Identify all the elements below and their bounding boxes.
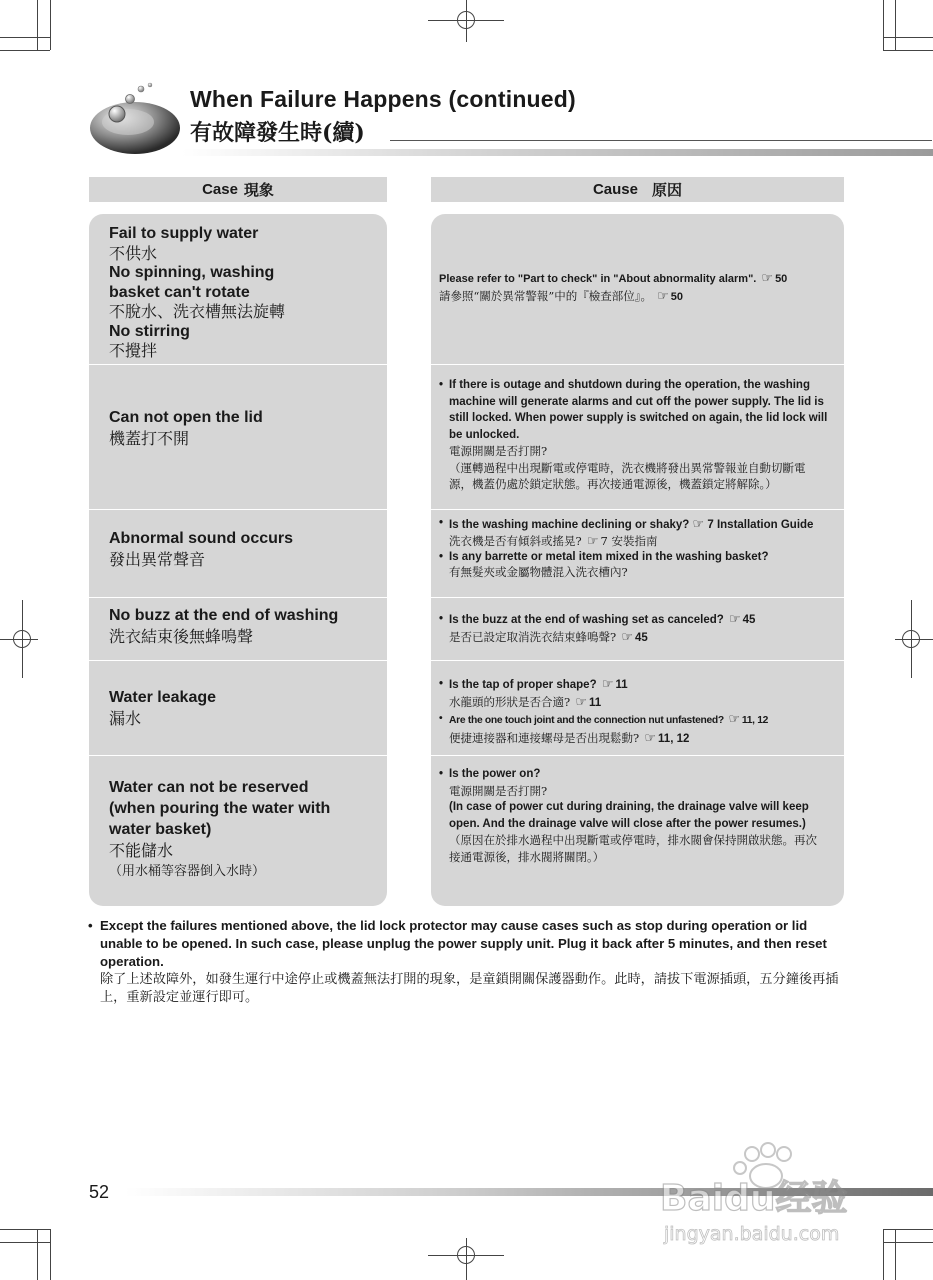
cause-bullet: • Is any barrette or metal item mixed in the washing basket? xyxy=(439,550,828,565)
cause-text: Is the buzz at the end of washing set as canceled? xyxy=(449,614,724,626)
cause-bullet: • Is the power on? xyxy=(439,766,828,783)
cause-cell-1 xyxy=(439,270,828,305)
page-ref: 45 xyxy=(742,614,756,626)
crop-mark xyxy=(37,0,38,50)
pointing-hand-icon: ☞ xyxy=(729,611,741,626)
crop-mark xyxy=(883,0,884,50)
pointing-hand-icon: ☞ xyxy=(761,270,774,285)
page-ref: 11 xyxy=(615,679,628,691)
case-cell-1 xyxy=(109,224,377,361)
pointing-hand-icon: ☞ xyxy=(601,676,614,691)
pointing-hand-icon: ☞ xyxy=(621,628,634,644)
row-divider xyxy=(431,509,844,510)
cause-cell-3 xyxy=(439,516,828,580)
watermark-brand: Baidu经验 xyxy=(660,1178,848,1219)
cause-bullet xyxy=(439,611,828,629)
crop-mark xyxy=(895,1229,896,1280)
registration-circle xyxy=(13,630,31,648)
cause-column-header xyxy=(431,177,844,202)
case-cell-6 xyxy=(109,777,377,882)
case-panel xyxy=(89,214,387,906)
row-divider xyxy=(431,660,844,661)
crop-mark xyxy=(50,0,51,50)
case-column-header xyxy=(89,177,387,202)
cause-text: 是否已設定取消洗衣結束蜂鳴聲? xyxy=(449,629,617,644)
case-text: 不供水 xyxy=(109,243,158,263)
case-text: Water can not be reserved xyxy=(109,779,309,796)
pointing-hand-icon: ☞ xyxy=(586,533,599,548)
row-divider xyxy=(89,755,387,756)
case-text: No spinning, washing xyxy=(109,264,275,281)
cause-cell-5 xyxy=(439,676,828,747)
cause-cell-6 xyxy=(439,766,828,865)
cause-text: Please refer to "Part to check" in "About abnormality alarm". xyxy=(439,273,757,285)
page-ref: 11, 12 xyxy=(741,715,769,726)
cause-text: 水龍頭的形狀是否合適? xyxy=(449,694,571,709)
registration-circle xyxy=(902,630,920,648)
crop-mark xyxy=(883,37,933,38)
crop-mark xyxy=(0,1242,50,1243)
footnote xyxy=(88,917,848,1007)
crop-mark xyxy=(883,1242,933,1243)
bubble-logo-icon xyxy=(88,82,188,156)
cause-bullet: • If there is outage and shutdown during the operation, the washing machine will generate alarms and cut off the power supply. The lid is still locked. When power supply is switched on again, the lid lock will be unlocked. xyxy=(439,377,828,443)
cause-panel xyxy=(431,214,844,906)
crop-mark xyxy=(37,1229,38,1280)
registration-circle xyxy=(457,1246,475,1264)
pointing-hand-icon: ☞ xyxy=(692,516,705,531)
page-ref: 7 安裝指南 xyxy=(600,534,658,548)
cause-text: 電源開關是否打開? xyxy=(449,783,548,798)
footnote-en: • Except the failures mentioned above, the lid lock protector may cause cases such as stop during operation or lid unable to be opened. In such case, please unplug the power supply unit. Plug it back after 5 minutes, and then reset operation. xyxy=(88,917,848,971)
cause-text: 便捷連接器和連接螺母是否出現鬆動? xyxy=(449,730,640,745)
case-text: No stirring xyxy=(109,322,190,340)
row-divider xyxy=(431,364,844,365)
cause-text: 電源開關是否打開? xyxy=(449,444,548,458)
case-text: basket can't rotate xyxy=(109,283,250,301)
case-text: 發出異常聲音 xyxy=(109,550,206,569)
cause-bullet xyxy=(439,516,828,533)
cause-cell-2 xyxy=(439,377,828,493)
title-underline xyxy=(390,140,932,141)
case-header-en: Case xyxy=(202,181,238,198)
row-divider xyxy=(89,509,387,510)
page-title-zh: 有故障發生時(續) xyxy=(190,120,365,146)
case-text: No buzz at the end of washing xyxy=(109,607,339,624)
pointing-hand-icon: ☞ xyxy=(728,711,740,726)
pointing-hand-icon: ☞ xyxy=(575,693,588,709)
case-text: (when pouring the water with xyxy=(109,800,331,817)
cause-bullet xyxy=(439,676,828,694)
cause-text: Are the one touch joint and the connection nut unfastened? xyxy=(449,715,724,726)
case-header-zh: 現象 xyxy=(243,181,274,199)
pointing-hand-icon: ☞ xyxy=(644,729,657,745)
footnote-zh: 除了上述故障外，如發生運行中途停止或機蓋無法打開的現象，是童鎖開關保護器動作。此時，請拔下電源插頭，五分鐘後再插上，重新設定並運行即可。 xyxy=(100,972,839,1005)
case-cell-5 xyxy=(109,687,377,729)
cause-text: Is the washing machine declining or shaky? xyxy=(449,519,690,531)
crop-mark xyxy=(0,37,50,38)
page-ref: 11 xyxy=(589,696,602,709)
cause-bullet xyxy=(439,711,828,730)
watermark-url: jingyan.baidu.com xyxy=(664,1223,840,1245)
row-divider xyxy=(431,755,844,756)
cause-text: 請參照“關於異常警報”中的『檢查部位』。 xyxy=(439,288,653,303)
crop-mark xyxy=(50,1229,51,1280)
cause-text: 洗衣機是否有傾斜或搖晃? xyxy=(449,534,582,548)
case-text: （用水桶等容器倒入水時） xyxy=(109,864,266,879)
case-text: Abnormal sound occurs xyxy=(109,530,294,547)
page-title-en: When Failure Happens (continued) xyxy=(190,86,576,112)
cause-header-zh: 原因 xyxy=(652,181,683,199)
crop-mark xyxy=(883,1229,933,1230)
cause-text: (In case of power cut during draining, the drainage valve will keep open. And the drainage valve will close after the power resumes.) xyxy=(449,801,809,830)
case-text: 漏水 xyxy=(109,709,142,728)
row-divider xyxy=(89,597,387,598)
case-cell-4 xyxy=(109,605,377,647)
page-number: 52 xyxy=(89,1182,110,1202)
cause-text: Is the tap of proper shape? xyxy=(449,679,597,691)
case-text: Can not open the lid xyxy=(109,409,263,426)
case-text: Fail to supply water xyxy=(109,225,259,242)
registration-circle xyxy=(457,11,475,29)
crop-mark xyxy=(0,50,50,51)
page-ref: 50 xyxy=(775,273,788,285)
page-ref: 7 Installation Guide xyxy=(707,519,814,531)
cause-text: （原因在於排水過程中出現斷電或停電時，排水閥會保持開啟狀態。再次接通電源後，排水閥將關閉。） xyxy=(449,833,817,864)
page-ref: 45 xyxy=(635,631,648,644)
cause-text: （運轉過程中出現斷電或停電時，洗衣機將發出異常警報並自動切斷電源，機蓋仍處於鎖定狀態。再次接通電源後，機蓋鎖定將解除。） xyxy=(449,460,806,491)
crop-mark xyxy=(895,0,896,50)
crop-mark xyxy=(883,50,933,51)
case-text: Water leakage xyxy=(109,689,217,706)
case-text: 洗衣結束後無蜂鳴聲 xyxy=(109,627,254,646)
cause-cell-4 xyxy=(439,611,828,646)
row-divider xyxy=(431,597,844,598)
page-ref: 50 xyxy=(670,290,683,303)
cause-header-en: Cause xyxy=(592,181,638,198)
crop-mark xyxy=(0,1229,50,1230)
title-gradient-bar xyxy=(182,149,933,156)
case-text: 不能儲水 xyxy=(109,841,174,860)
baidu-watermark-logo xyxy=(660,1140,890,1250)
row-divider xyxy=(89,660,387,661)
row-divider xyxy=(89,364,387,365)
case-text: 不攪拌 xyxy=(109,341,158,360)
cause-text: 有無髮夾或金屬物體混入洗衣槽內? xyxy=(449,565,628,579)
case-text: water basket) xyxy=(109,821,212,838)
case-cell-3 xyxy=(109,528,377,570)
pointing-hand-icon: ☞ xyxy=(657,287,669,303)
page-ref: 11, 12 xyxy=(658,732,690,745)
case-text: 不脫水、洗衣槽無法旋轉 xyxy=(109,302,286,321)
case-text: 機蓋打不開 xyxy=(109,429,190,448)
case-cell-2 xyxy=(109,407,377,449)
